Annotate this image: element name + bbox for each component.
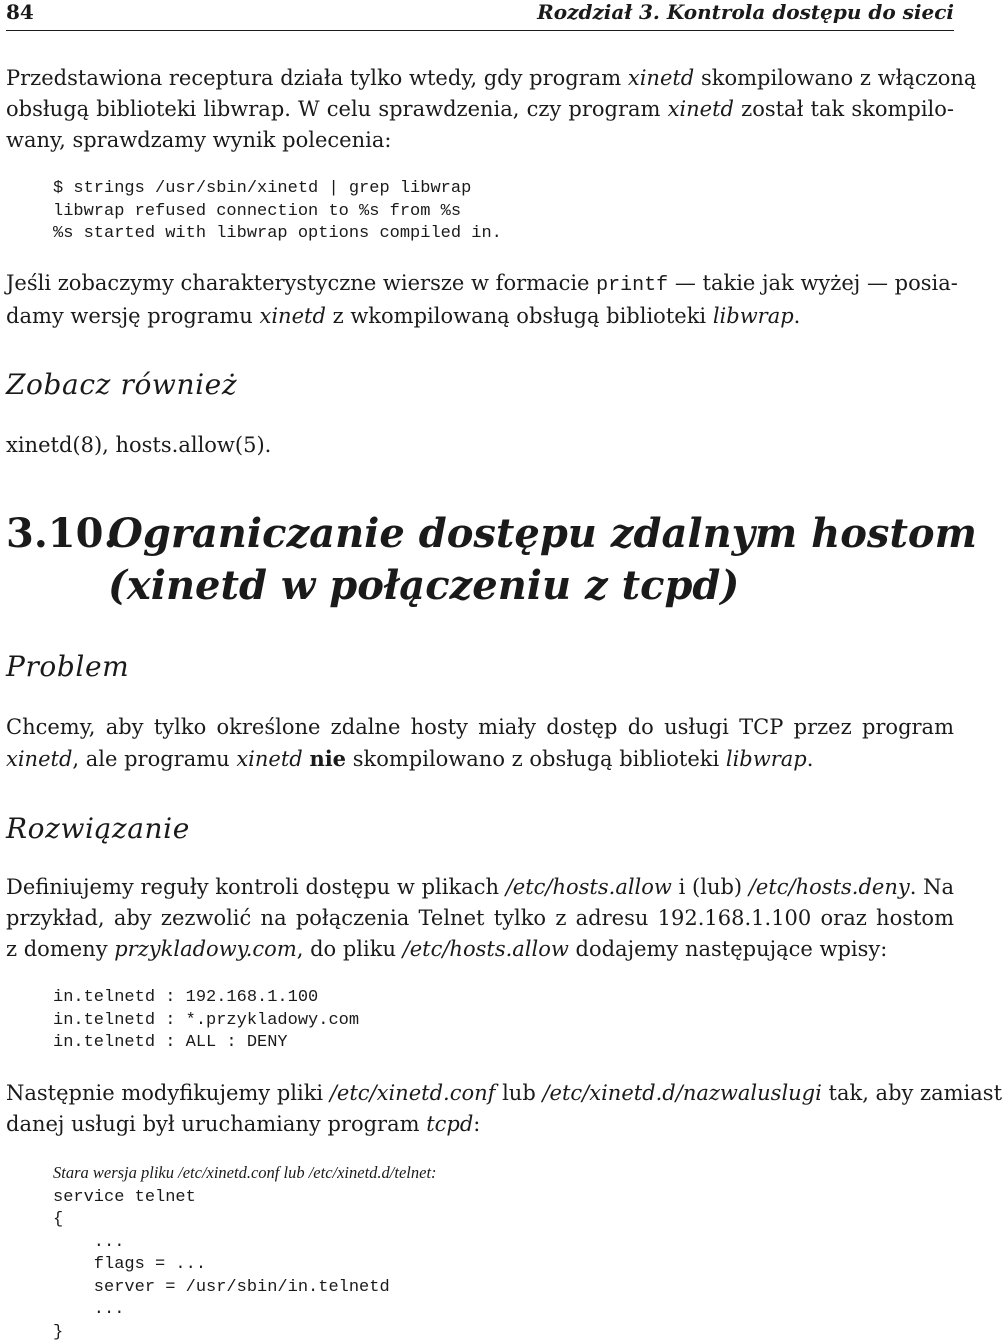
running-head: [6, 0, 954, 31]
intro-paragraph: [6, 63, 977, 156]
intro-line-3: wany, sprawdzamy wynik polecenia:: [6, 128, 392, 152]
problem-line-2: xinetd, ale programu xinetd nie skompilowano z obsługą biblioteki libwrap.: [6, 746, 814, 771]
section-number: 3.10.: [6, 510, 118, 557]
chapter-title: Rozdział 3. Kontrola dostępu do sieci: [537, 0, 954, 24]
code-line: }: [53, 1322, 64, 1342]
code-line: ...: [53, 1300, 125, 1319]
printf-paragraph: [6, 268, 958, 332]
printf-line-2: damy wersję programu xinetd z wkompilowaną obsługą biblioteki libwrap.: [6, 304, 801, 328]
printf-code: printf: [596, 274, 669, 297]
tcpd-line-2: danej usługi był uruchamiany program tcpd:: [6, 1112, 481, 1136]
solution-line-1: Definiujemy reguły kontroli dostępu w plikach /etc/hosts.allow i (lub) /etc/hosts.deny. Na: [6, 875, 955, 899]
see-also-text: xinetd(8), hosts.allow(5).: [6, 433, 272, 457]
code-line: in.telnetd : *.przykladowy.com: [53, 1010, 360, 1030]
emphasis-nie: nie: [309, 746, 347, 771]
solution-line-3: z domeny przykladowy.com, do pliku /etc/hosts.allow dodajemy następujące wpisy:: [6, 937, 888, 961]
code-line: {: [53, 1210, 64, 1229]
code-line: in.telnetd : 192.168.1.100: [53, 988, 319, 1007]
code-line: flags = ...: [53, 1255, 207, 1274]
tcpd-paragraph: [6, 1078, 1002, 1140]
code-line: service telnet: [53, 1187, 196, 1207]
intro-line-2: obsługą biblioteki libwrap. W celu sprawdzenia, czy program xinetd został tak skompilo-: [6, 97, 954, 121]
code-line: in.telnetd : ALL : DENY: [53, 1033, 288, 1052]
section-title-line-1: Ograniczanie dostępu zdalnym hostom: [108, 510, 977, 557]
code-block-hosts-allow: [53, 987, 359, 1055]
code-line: ...: [53, 1232, 125, 1252]
code-line: $ strings /usr/sbin/xinetd | grep libwrap: [53, 179, 472, 198]
solution-paragraph: [6, 872, 954, 965]
tcpd-line-1: Następnie modyfikujemy pliki /etc/xinetd.conf lub /etc/xinetd.d/nazwaluslugi tak, aby zamiast: [6, 1081, 1002, 1105]
printf-line-1: Jeśli zobaczymy charakterystyczne wiersze w formacie printf — takie jak wyżej — posia-: [6, 271, 958, 297]
solution-line-2: przykład, aby zezwolić na połączenia Telnet tylko z adresu 192.168.1.100 oraz hostom: [6, 906, 954, 930]
code-line: libwrap refused connection to %s from %s: [53, 201, 462, 221]
problem-heading: Problem: [6, 650, 130, 683]
section-title-line-2: (xinetd w połączeniu z tcpd): [108, 562, 740, 609]
section-heading: [6, 508, 977, 612]
see-also-heading: Zobacz również: [6, 368, 238, 401]
problem-paragraph: [6, 712, 954, 775]
solution-heading: Rozwiązanie: [6, 812, 190, 845]
code-line: %s started with libwrap options compiled in.: [53, 224, 502, 243]
code-block-xinetd-old: [53, 1162, 437, 1344]
code-line: server = /usr/sbin/in.telnetd: [53, 1277, 390, 1297]
problem-line-1: Chcemy, aby tylko określone zdalne hosty miały dostęp do usługi TCP przez program: [6, 715, 954, 739]
code-block-strings: [53, 178, 502, 246]
intro-line-1: Przedstawiona receptura działa tylko wtedy, gdy program xinetd skompilowano z włączoną: [6, 66, 977, 90]
code-caption: Stara wersja pliku /etc/xinetd.conf lub /etc/xinetd.d/telnet:: [53, 1163, 437, 1182]
page-number: 84: [6, 0, 34, 24]
